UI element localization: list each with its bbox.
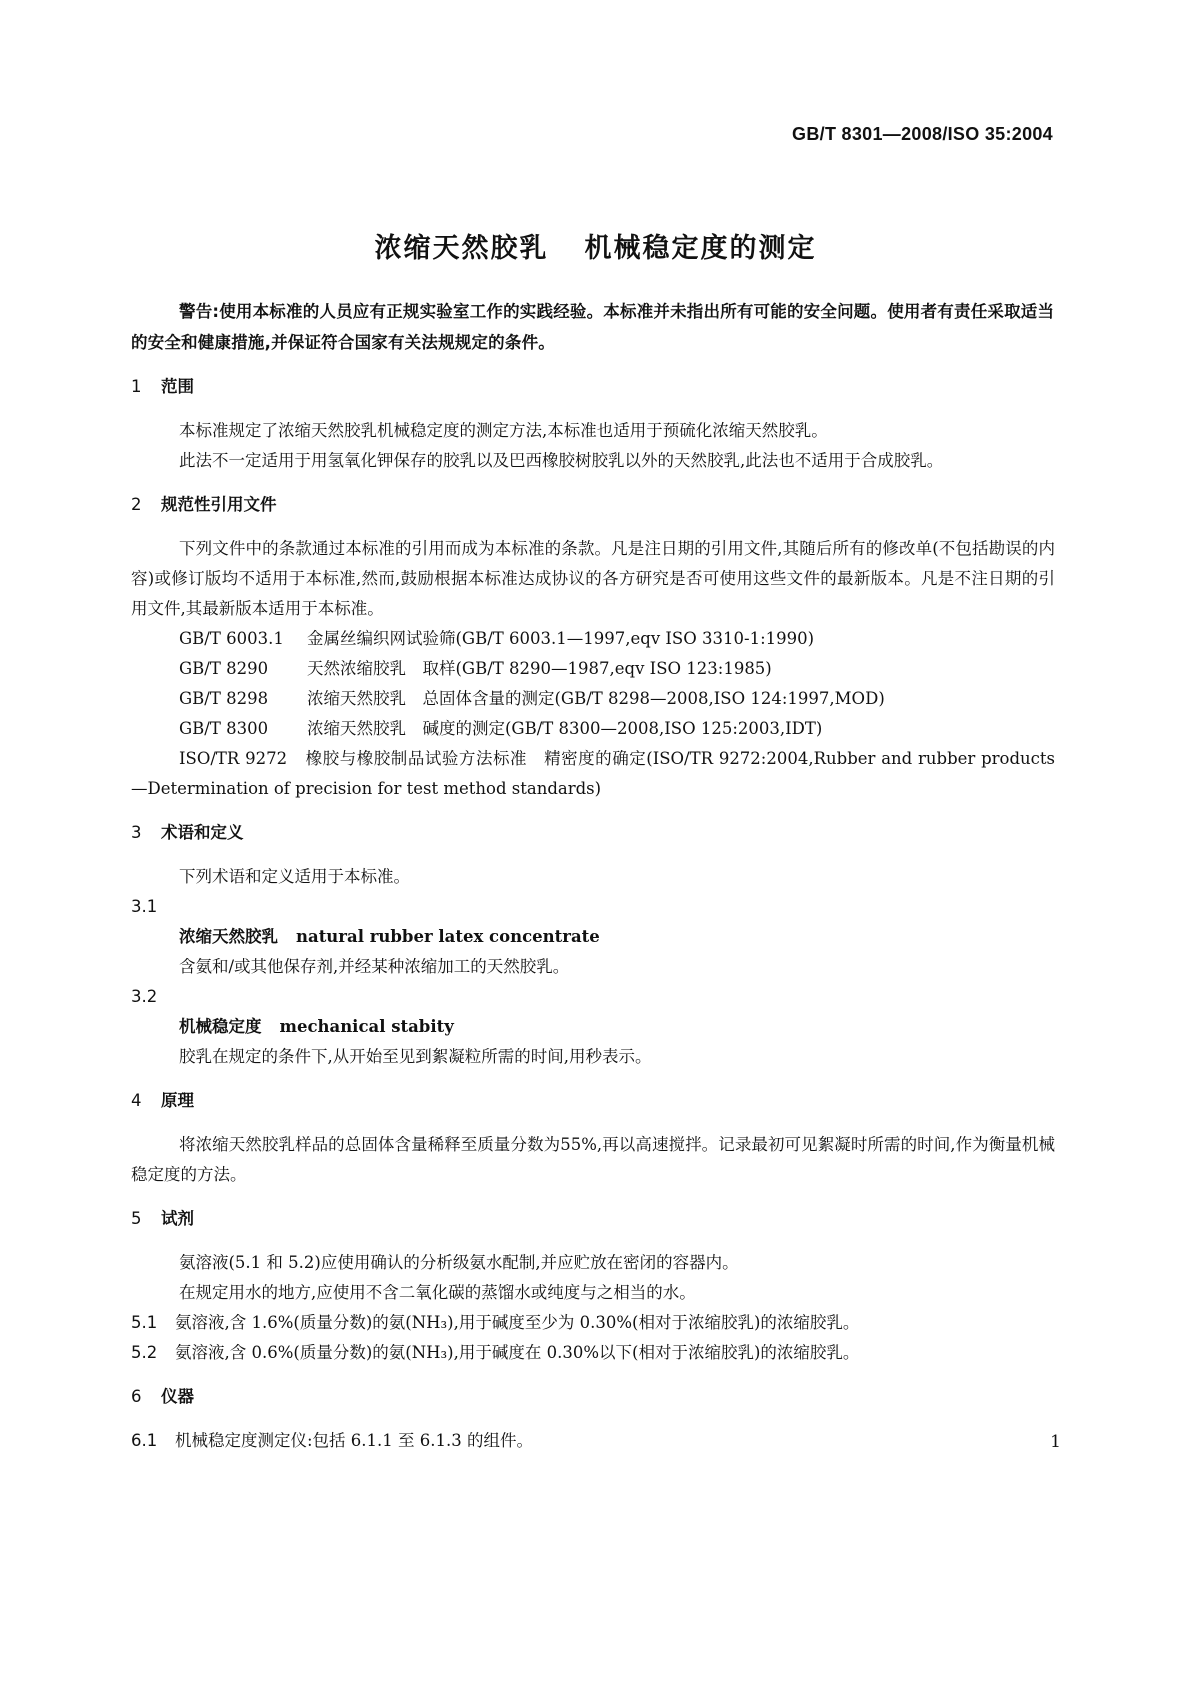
section-4-heading (131, 1086, 1055, 1116)
item-number: 5.1 (131, 1313, 158, 1332)
paragraph: 将浓缩天然胶乳样品的总固体含量稀释至质量分数为55%,再以高速搅拌。记录最初可见絮凝时所需的时间,作为衡量机械稳定度的方法。 (131, 1135, 1055, 1184)
standard-code: GB/T 8301—2008/ISO 35:2004 (792, 124, 1053, 144)
section-number: 5 (131, 1209, 142, 1228)
reference-text: 金属丝编织网试验筛(GB/T 6003.1—1997,eqv ISO 3310-1:1990) (307, 629, 815, 648)
warning-text: 警告:使用本标准的人员应有正规实验室工作的实践经验。本标准并未指出所有可能的安全问题。使用者有责任采取适当的安全和健康措施,并保证符合国家有关法规规定的条件。 (131, 302, 1055, 352)
reference-item (131, 744, 1055, 804)
section-title: 术语和定义 (161, 823, 244, 842)
reference-text: 天然浓缩胶乳 取样(GB/T 8290—1987,eqv ISO 123:1985) (307, 659, 772, 678)
item-number: 6.1 (131, 1431, 158, 1450)
section-title: 规范性引用文件 (161, 495, 277, 514)
reference-code: GB/T 8290 (179, 659, 269, 678)
reference-item (131, 684, 1055, 714)
term-english: mechanical stabity (279, 1017, 454, 1036)
section-number: 4 (131, 1091, 142, 1110)
section-number: 2 (131, 495, 142, 514)
section-number: 6 (131, 1387, 142, 1406)
title-part2: 机械稳定度的测定 (584, 233, 817, 264)
item-text: 氨溶液,含 1.6%(质量分数)的氨(NH₃),用于碱度至少为 0.30%(相对于浓缩胶乳)的浓缩胶乳。 (175, 1313, 860, 1332)
numbered-item (131, 1426, 1055, 1456)
term-title (131, 922, 1055, 952)
paragraph: 氨溶液(5.1 和 5.2)应使用确认的分析级氨水配制,并应贮放在密闭的容器内。 (179, 1253, 739, 1272)
section-1-heading (131, 372, 1055, 402)
section-title: 范围 (161, 377, 194, 396)
document-title (0, 226, 1191, 265)
reference-text: 橡胶与橡胶制品试验方法标准 精密度的确定(ISO/TR 9272:2004,Rubber and rubber products—Determination of precision for test method standards) (131, 749, 1055, 798)
section-title: 仪器 (161, 1387, 194, 1406)
paragraph: 此法不一定适用于用氢氧化钾保存的胶乳以及巴西橡胶树胶乳以外的天然胶乳,此法也不适用于合成胶乳。 (179, 451, 944, 470)
document-body (131, 296, 1055, 1456)
reference-item (131, 624, 1055, 654)
item-text: 机械稳定度测定仪:包括 6.1.1 至 6.1.3 的组件。 (175, 1431, 534, 1450)
paragraph: 本标准规定了浓缩天然胶乳机械稳定度的测定方法,本标准也适用于预硫化浓缩天然胶乳。 (179, 421, 828, 440)
term-title (131, 1012, 1055, 1042)
reference-code: GB/T 6003.1 (179, 629, 284, 648)
reference-item (131, 654, 1055, 684)
section-6-heading (131, 1382, 1055, 1412)
section-3-heading (131, 818, 1055, 848)
term-number: 3.1 (131, 897, 158, 916)
reference-code: GB/T 8298 (179, 689, 269, 708)
reference-text: 浓缩天然胶乳 碱度的测定(GB/T 8300—2008,ISO 125:2003,IDT) (307, 719, 823, 738)
paragraph: 下列文件中的条款通过本标准的引用而成为本标准的条款。凡是注日期的引用文件,其随后所有的修改单(不包括勘误的内容)或修订版均不适用于本标准,然而,鼓励根据本标准达成协议的各方研究是否可使用这些文件的最新版本。凡是不注日期的引用文件,其最新版本适用于本标准。 (131, 539, 1055, 618)
item-text: 氨溶液,含 0.6%(质量分数)的氨(NH₃),用于碱度在 0.30%以下(相对于浓缩胶乳)的浓缩胶乳。 (175, 1343, 860, 1362)
reference-text: 浓缩天然胶乳 总固体含量的测定(GB/T 8298—2008,ISO 124:1997,MOD) (307, 689, 885, 708)
numbered-item (131, 1338, 1055, 1368)
term-chinese: 机械稳定度 (179, 1017, 262, 1036)
section-title: 原理 (161, 1091, 194, 1110)
section-number: 1 (131, 377, 142, 396)
term-definition: 含氨和/或其他保存剂,并经某种浓缩加工的天然胶乳。 (179, 957, 570, 976)
term-chinese: 浓缩天然胶乳 (179, 927, 278, 946)
term-number: 3.2 (131, 987, 158, 1006)
page-number: 1 (1050, 1432, 1061, 1452)
reference-item (131, 714, 1055, 744)
numbered-item (131, 1308, 1055, 1338)
item-number: 5.2 (131, 1343, 158, 1362)
reference-code: GB/T 8300 (179, 719, 269, 738)
paragraph: 下列术语和定义适用于本标准。 (179, 867, 410, 886)
paragraph: 在规定用水的地方,应使用不含二氧化碳的蒸馏水或纯度与之相当的水。 (179, 1283, 696, 1302)
section-title: 试剂 (161, 1209, 194, 1228)
term-definition: 胶乳在规定的条件下,从开始至见到絮凝粒所需的时间,用秒表示。 (179, 1047, 652, 1066)
term-english: natural rubber latex concentrate (296, 927, 600, 946)
reference-code: ISO/TR 9272 (179, 749, 288, 768)
section-2-heading (131, 490, 1055, 520)
title-part1: 浓缩天然胶乳 (374, 233, 549, 264)
section-number: 3 (131, 823, 142, 842)
section-5-heading (131, 1204, 1055, 1234)
